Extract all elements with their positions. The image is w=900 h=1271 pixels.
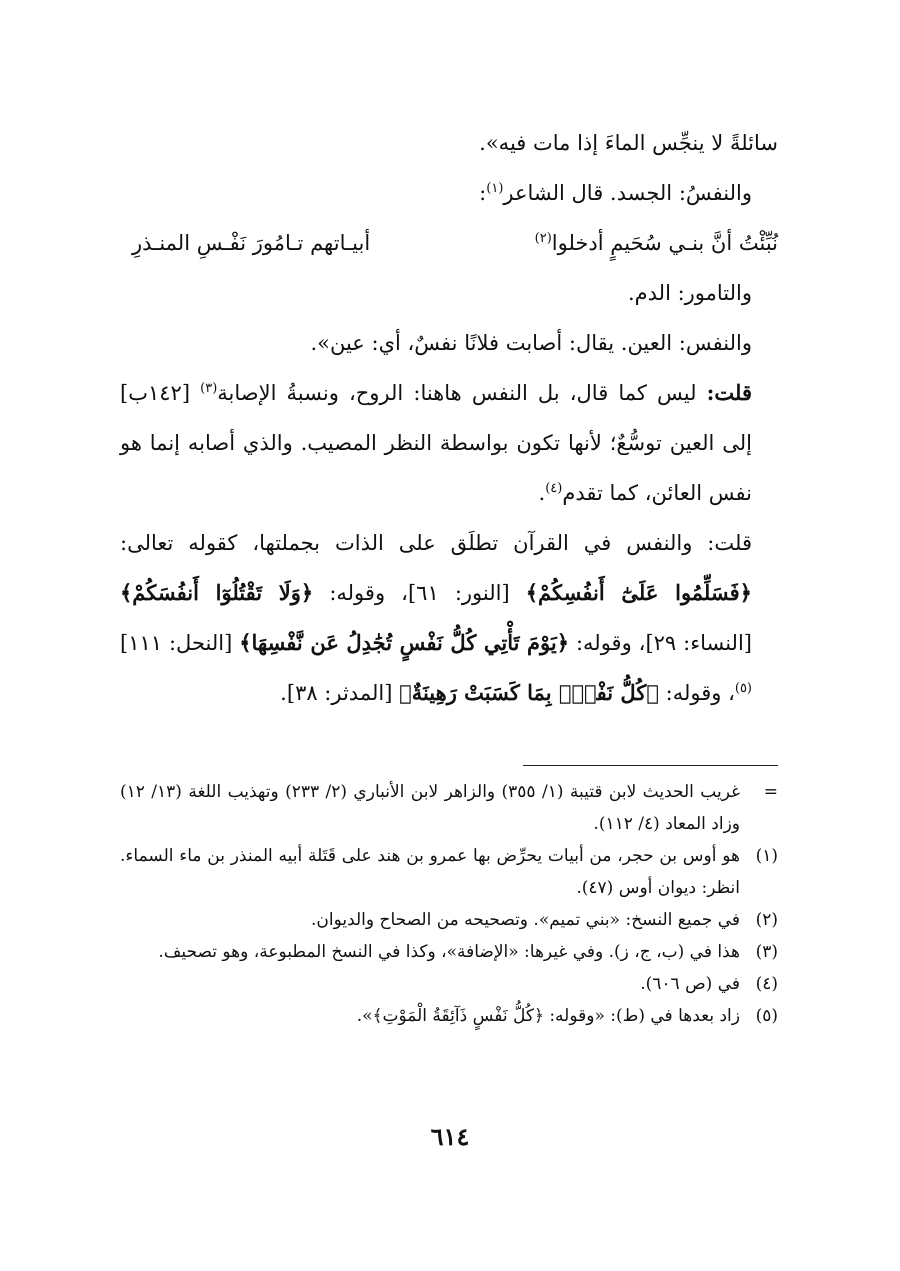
- paragraph-qult-1: [120, 368, 778, 518]
- footnote-item: [120, 1000, 778, 1032]
- footnote-number: (٢): [755, 910, 778, 930]
- footnote-separator: [523, 765, 778, 766]
- text-fragment: ليس كما قال، بل النفس هاهنا: الروح، ونسبةُ الإصابة: [217, 381, 697, 405]
- footnote-text: غريب الحديث لابن قتيبة (١/ ٣٥٥) والزاهر لابن الأنباري (٢/ ٢٣٣) وتهذيب اللغة (١٣/ ١٢) وزاد المعاد (٤/ ١١٢).: [120, 782, 740, 834]
- footnote-item: [120, 840, 778, 904]
- text-fragment: [١٤٢ب] إلى العين توسُّعٌ؛ لأنها تكون بواسطة النظر المصيب. والذي أصابه إنما هو نفس العائن، كما تقدم: [120, 381, 752, 505]
- footnote-item: [120, 936, 778, 968]
- footnote-text: في جميع النسخ: «بني تميم». وتصحيحه من الصحاح والديوان.: [310, 910, 740, 930]
- footnote-item: [120, 968, 778, 1000]
- footnote-number: (١): [755, 846, 778, 866]
- footnote-number: (٤): [755, 974, 778, 994]
- footnote-item: [120, 904, 778, 936]
- page-number: ٦١٤: [430, 1122, 470, 1151]
- footnote-number: (٥): [755, 1006, 778, 1026]
- paragraph-qult-2: [120, 518, 778, 718]
- quran-reference: [المدثر: ٣٨]: [286, 681, 393, 705]
- text-fragment: ، وقوله:: [329, 581, 408, 605]
- text-fragment: سائلةً لا ينجِّس الماءَ إذا مات فيه».: [479, 131, 778, 155]
- text-fragment: .: [280, 681, 287, 705]
- text-fragment: نُبِّئْتُ أنَّ بنـي سُحَيمٍ أدخلوا: [551, 231, 778, 255]
- text-fragment: ، وقوله:: [665, 681, 735, 705]
- quran-reference: [النساء: ٢٩]: [645, 631, 752, 655]
- footnote-text: في (ص ٦٠٦).: [640, 974, 740, 994]
- text-fragment: والنفس: العين. يقال: أصابت فلانًا نفسٌ، أي: عين».: [310, 331, 752, 355]
- quran-reference: [النحل: ١١١]: [120, 631, 233, 655]
- text-fragment: ، وقوله:: [575, 631, 646, 655]
- text-fragment: .: [538, 481, 546, 505]
- footnote-ref: (٢): [534, 231, 552, 246]
- footnote-text: هذا في (ب، ج، ز). وفي غيرها: «الإضافة»، وكذا في النسخ المطبوعة، وهو تصحيف.: [158, 942, 740, 962]
- poetry-verse: [120, 218, 778, 268]
- text-line-5: [120, 318, 778, 368]
- quran-quote: ﴿يَوْمَ تَأْتِي كُلُّ نَفْسٍ تُجَٰدِلُ عَن نَّفْسِهَا﴾: [239, 630, 570, 655]
- footnote-item: [120, 776, 778, 840]
- quran-quote: ﴿كُلُّ نَفْسٍۭ بِمَا كَسَبَتْ رَهِينَةٌ﴾: [399, 680, 659, 705]
- verse-second-hemistich: أبيـاتهم تـامُورَ نَفْـسِ المنـذرِ: [132, 231, 371, 255]
- footnotes: [120, 776, 778, 1032]
- footnote-ref: (٥): [734, 681, 752, 696]
- text-line-4: [120, 268, 778, 318]
- text-fragment: قلت: والنفس في القرآن تطلَق على الذات بجملتها، كقوله تعالى:: [120, 531, 752, 555]
- footnote-ref: (٤): [545, 481, 563, 496]
- main-text: [120, 118, 778, 718]
- footnote-text: هو أوس بن حجر، من أبيات يحرِّض بها عمرو بن هند على قَتَلة أبيه المنذر بن ماء السماء. انظر: ديوان أوس (٤٧).: [120, 846, 740, 898]
- footnote-number: =: [763, 782, 778, 802]
- text-line-2: [120, 168, 778, 218]
- quran-quote: ﴿فَسَلِّمُوا عَلَىٰٓ أَنفُسِكُمْ﴾: [525, 580, 752, 605]
- text-line-1: [120, 118, 778, 168]
- quran-reference: [النور: ٦١]: [407, 581, 510, 605]
- lead-word: قلت:: [706, 380, 753, 405]
- quran-quote: ﴿وَلَا تَقْتُلُوٓا أَنفُسَكُمْ﴾: [120, 580, 314, 605]
- footnote-number: (٣): [755, 942, 778, 962]
- footnote-ref: (١): [486, 181, 504, 196]
- text-fragment: :: [479, 181, 487, 205]
- text-fragment: والنفسُ: الجسد. قال الشاعر: [503, 181, 752, 205]
- text-fragment: والتامور: الدم.: [627, 281, 752, 305]
- verse-first-hemistich: [535, 218, 778, 268]
- footnote-ref: (٣): [200, 381, 218, 396]
- footnote-text: زاد بعدها في (ط): «وقوله: ﴿كُلُّ نَفْسٍ ذَآئِقَةُ الْمَوْتِ﴾».: [356, 1006, 740, 1026]
